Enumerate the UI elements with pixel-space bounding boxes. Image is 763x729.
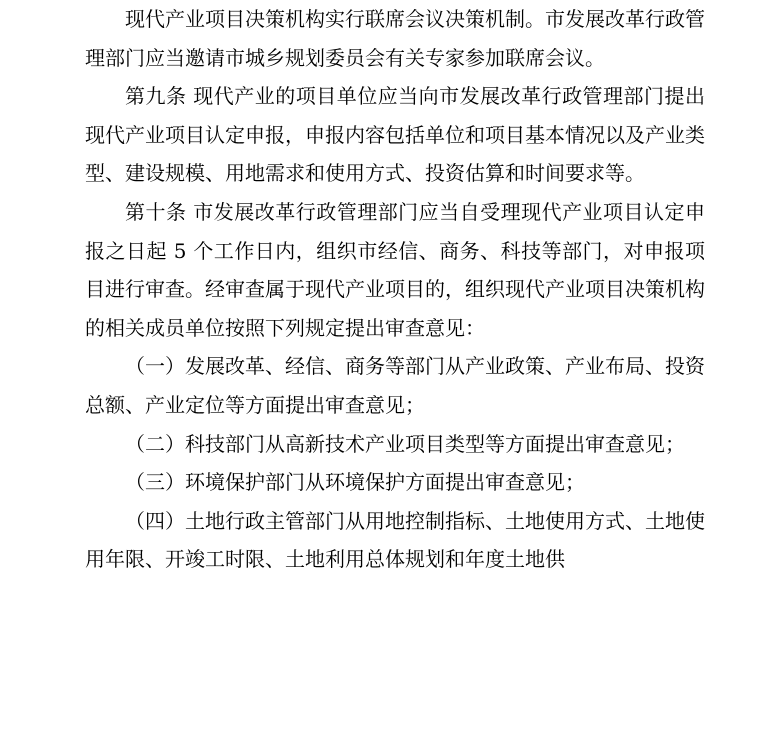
- paragraph-item-4: （四）土地行政主管部门从用地控制指标、土地使用方式、土地使用年限、开竣工时限、土地利用总体规划和年度土地供: [85, 508, 705, 572]
- paragraph-decision-mechanism: 现代产业项目决策机构实行联席会议决策机制。市发展改革行政管理部门应当邀请市城乡规划委员会有关专家参加联席会议。: [85, 7, 705, 70]
- paragraph-item-2: （二）科技部门从高新技术产业项目类型等方面提出审查意见；: [125, 431, 685, 456]
- document-body: [85, 0, 705, 579]
- paragraph-article-10: 第十条 市发展改革行政管理部门应当自受理现代产业项目认定申报之日起 5 个工作日内，组织市经信、商务、科技等部门，对申报项目进行审查。经审查属于现代产业项目的，组织现代产业项目决策机构的相关成员单位按照下列规定提出审查意见：: [85, 199, 705, 340]
- paragraph-article-9: 第九条 现代产业的项目单位应当向市发展改革行政管理部门提出现代产业项目认定申报，申报内容包括单位和项目基本情况以及产业类型、建设规模、用地需求和使用方式、投资估算和时间要求等。: [85, 84, 705, 186]
- paragraph-item-1: （一）发展改革、经信、商务等部门从产业政策、产业布局、投资总额、产业定位等方面提出审查意见；: [85, 354, 705, 417]
- paragraph-item-3: （三）环境保护部门从环境保护方面提出审查意见；: [125, 470, 585, 495]
